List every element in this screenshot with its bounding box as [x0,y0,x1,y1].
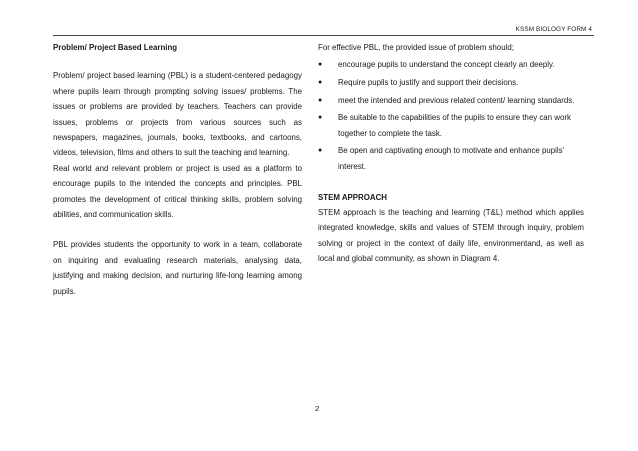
list-item: ● Require pupils to justify and support their decisions. [318,75,584,91]
stem-paragraph: STEM approach is the teaching and learning (T&L) method which applies integrated knowledge, skills and values of STEM through inquiry, problem solving or project in the context of daily life, environmentand, as well as local and global community, as shown in Diagram 4. [318,207,584,264]
list-item: ● Be suitable to the capabilities of the pupils to ensure they can work together to complete the task. [318,110,584,141]
bullet-icon: ● [318,114,323,122]
bullet-icon: ● [318,61,323,69]
pbl-paragraph-2: Real world and relevant problem or project is used as a platform to encourage pupils to the intended the concepts and principles. PBL promotes the development of critical thinking skills, problem solving abilities, and communication skills. [53,163,302,220]
pbl-paragraph-3: PBL provides students the opportunity to work in a team, collaborate on inquiring and evaluating research materials, analysing data, justifying and making decision, and nurturing life-long learning among pupils. [53,240,302,296]
page-header: KSSM BIOLOGY FORM 4 [515,26,592,33]
pbl-criteria-intro: For effective PBL, the provided issue of problem should; [318,43,514,52]
pbl-heading: Problem/ Project Based Learning [53,43,178,52]
list-item: ● encourage pupils to understand the concept clearly an deeply. [318,57,584,73]
header-divider [53,35,594,36]
list-item: ● meet the intended and previous related content/ learning standards. [318,93,584,109]
page-number: 2 [315,404,320,413]
pbl-paragraph-1: Problem/ project based learning (PBL) is a student-centered pedagogy where pupils learn through prompting solving issues/ problems. The issues or problems are provided by teachers. Teachers can provide issues, problems or projects from various sources such as newspapers, magazines, journals, books, textbooks, and cartoons, videos, television, films and others to suit the teaching and learning. [53,71,302,158]
bullet-icon: ● [318,147,323,155]
left-column [53,40,302,299]
bullet-icon: ● [318,96,323,104]
bullet-icon: ● [318,79,323,86]
stem-heading: STEM APPROACH [318,192,387,202]
list-item: ● Be open and captivating enough to motivate and enhance pupils' interest. [318,143,584,174]
pbl-criteria-list [318,57,584,174]
right-column [318,40,584,267]
